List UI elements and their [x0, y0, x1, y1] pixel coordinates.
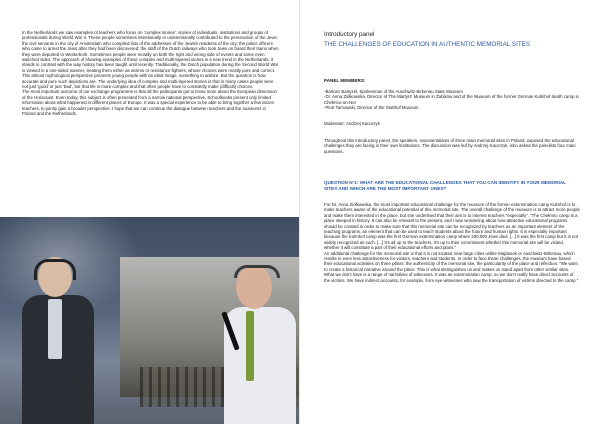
left-paragraph-2: The most important outcome of our exchange programme is that all the participants got to know more about the European dimension of the Holocaust. Even today, this subject is often presented from a narrow national perspective. Schoolbooks present only limited information about what happened in different places of Europe. It was a special experience to be able to bring together a few dozen teachers, to jointly gain a broader perspective. I hope that we can continue the dialogue between teachers and the museums in Poland and the Netherlands. — [22, 89, 277, 117]
panel-member: -Bartosz Bartyzel, Spokesman of the Auschwitz-Birkenau State Museum — [324, 89, 463, 94]
panel-members-heading: PANEL MEMBERS: — [324, 78, 366, 83]
answer-paragraph-1: For Dr. Anna Ziółkowska, the most important educational challenge for the museum of the former extermination camp Kulmhof is to make teachers aware of the educational potential of this memorial site. The overall challenge of the museum is to attract more people and make them interested in the place, but she underlined that their aim is to interest teachers “especially”. “The Chełmno camp is a place steeped in history. It can also be relevant to the present, and I was wondering about how attractive educational programs should be created in order to make sure that this memorial site can be recognized by teachers as an important element of the teaching programs, an element that can be used to teach students about the future and human rights. It is especially important because the Kulmhof camp was the first German extermination camp where 200,000 Jews died. [...] It was the first camp but it is not widely recognized as such. [...] It’s all up to the teachers, it’s up to their commitment whether this memorial site will be visited, whether it will constitute a part of their educational efforts and plans.” — [324, 202, 580, 251]
panel-member: -Piotr Tarnowski, Director of the Stutthof Museum — [324, 105, 419, 111]
intro-paragraph: Throughout this introductory panel, the speakers, representatives of three main memorial sites in Poland, exposed the educational challenges they are facing in their own institutions. The discussion was led by Andrzej Kacorzyk, who asked the panelists four main questions. — [324, 138, 576, 154]
panel-members-list — [324, 89, 580, 111]
question-heading: QUESTION N°1: WHAT ARE THE EDUCATIONAL CHALLENGES THAT YOU CAN IDENTIFY IN YOUR MEMORIAL SITES AND WHICH ARE THE MOST IMPORTANT ONES? — [324, 180, 566, 191]
photo-speaker-right — [218, 251, 296, 424]
left-body-text — [22, 30, 280, 117]
panel-title: THE CHALLENGES OF EDUCATION IN AUTHENTIC MEMORIAL SITES — [324, 41, 531, 48]
answer-paragraph-2: An additional challenge for the memorial site is that it is not located near large cities unlike Majdanek or Auschwitz-Birkenau, which results in even less attractiveness for visitors, teachers and students. In order to face these challenges, the museum have based their educational activities on three pillars: the authenticity of the memorial site, the particularity of the place and reflection. “We want to create a historical narrative around the place. This is what distinguishes us and makes us stand apart from other similar sites. What we don’t have is a range of narratives of witnesses. It was an extermination camp, so we don’t really have direct accounts of the victims. We have indirect accounts, for example, from eye witnesses who saw the transportation of victims directed to the camp.” — [324, 250, 579, 283]
panel-photo — [0, 217, 300, 424]
answer-body — [324, 202, 580, 283]
photo-speaker-left — [18, 247, 96, 424]
moderator-line: Moderator: Andrzej Kacorzyk — [324, 121, 380, 126]
left-paragraph-1: In the Netherlands we saw examples of teachers who focus on ‘complex stories’: stories of individuals, institutions and groups of professionals during World War II. These people sometimes intentionally or unintentionally contributed to the persecution of the Jews: the civil servants in the city of Amsterdam who compiled lists of the addresses of the Jewish residents of the city; the police officers who came to arrest the Jews after they had been discovered; the staff of the Dutch railways who took Jews on board their trains when they were deported to Westerbork. Sometimes people were morally on both the right and wrong side of events and some even switched sides. The approach of showing examples of these complex and multi-layered stories is a new trend in the Netherlands; it stands in contrast with the way history has been taught until recently. Traditionally, the Dutch population during the Second World War is viewed in a one-sided manner, treating them either as victims or resistance fighters, whose choices were mostly pure and correct. This almost mythological perspective presents young people with an ideal image, something to admire. But the question is how accurate and pure such depictions are. The underlying idea of complex and multi-layered stories is that in many cases people were not just ‘good’ or just ‘bad’, but that life is more complex and that often people have to constantly make (difficult) choices. — [22, 30, 279, 90]
panel-member: -Dr. Anna Ziółkowska, Director of The Martyrs' Museum in Żabików and of the Museum of the former German Kulmhof death camp in Chełmno-on-Ner — [324, 94, 579, 105]
panel-kicker: Introductory panel — [324, 31, 375, 38]
